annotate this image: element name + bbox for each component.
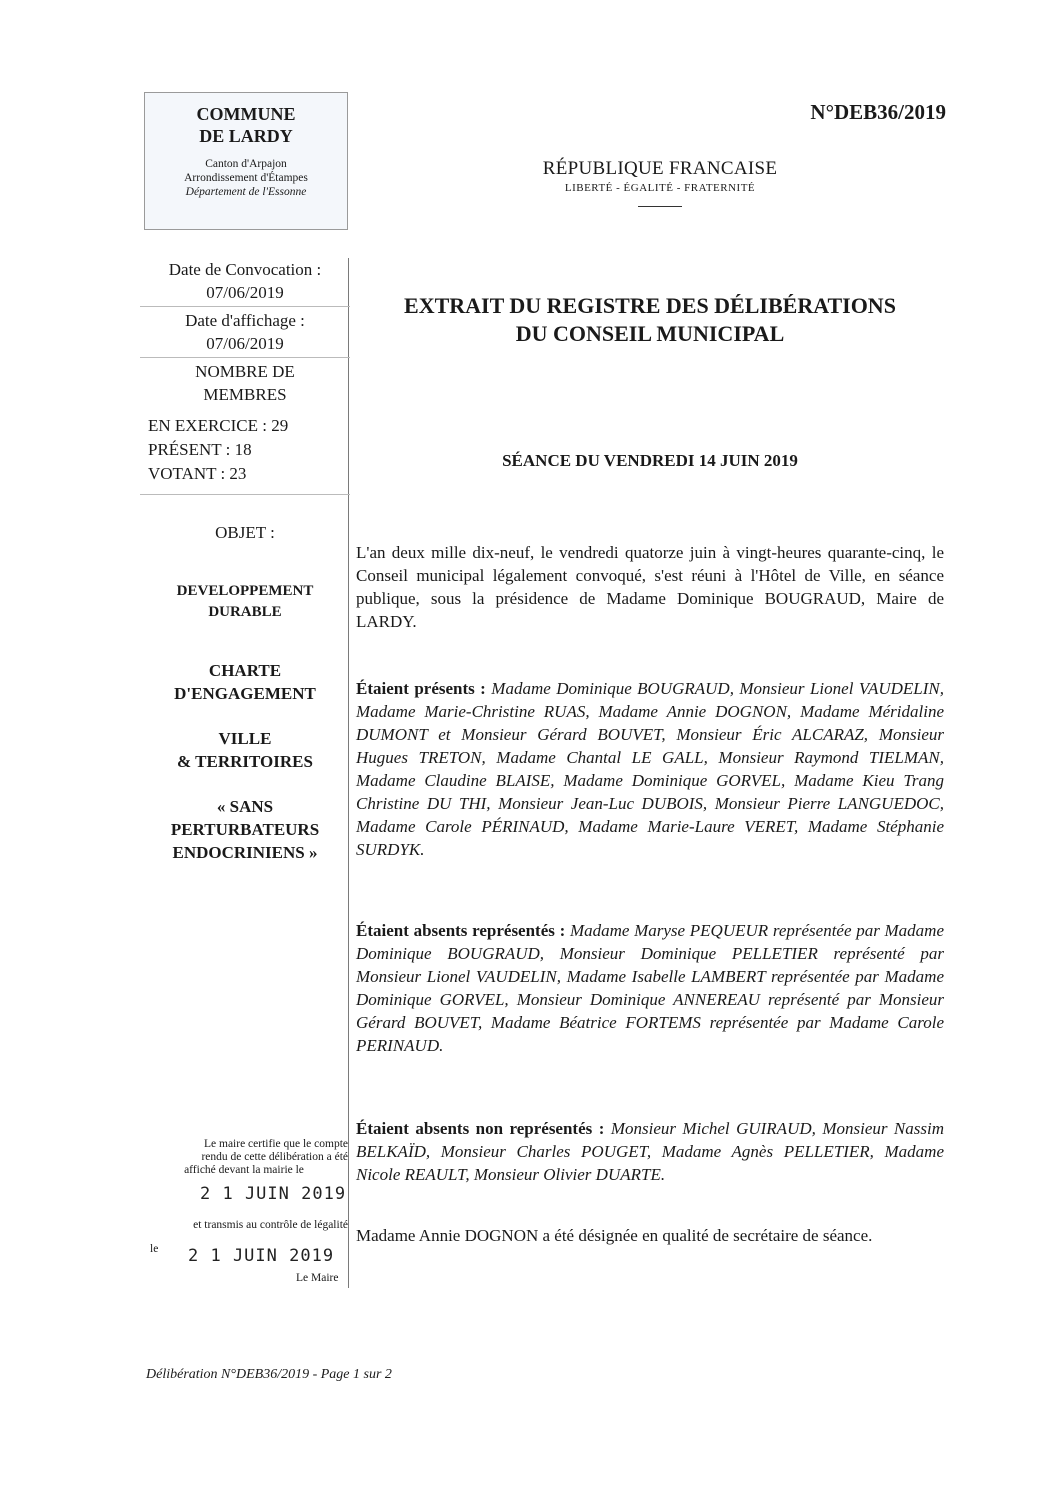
objet-ville	[140, 727, 350, 773]
seance-title: SÉANCE DU VENDREDI 14 JUIN 2019	[502, 451, 798, 470]
separator	[140, 494, 350, 495]
objet-label: OBJET :	[215, 523, 275, 542]
nombre-line2: MEMBRES	[203, 385, 287, 404]
objet-developpement	[140, 581, 350, 623]
title-line2: DU CONSEIL MUNICIPAL	[515, 321, 785, 346]
objet-sans-perturbateurs	[140, 795, 350, 864]
certification-text	[140, 1138, 348, 1177]
republic-title: RÉPUBLIQUE FRANCAISE	[542, 158, 778, 179]
presents-paragraph	[356, 677, 944, 861]
objet-4c: ENDOCRINIENS »	[172, 843, 318, 862]
absents-not-represented-paragraph	[356, 1117, 944, 1186]
commune-box	[144, 92, 348, 230]
objet-3a: VILLE	[218, 729, 272, 748]
deliberation-number: N°DEB36/2019	[810, 100, 946, 124]
commune-name	[145, 103, 347, 147]
presents-lead: Étaient présents :	[356, 679, 486, 698]
objet-charte	[140, 659, 350, 705]
commune-subtitle	[145, 157, 347, 199]
commune-line1: COMMUNE	[196, 104, 296, 124]
separator	[140, 306, 350, 307]
cert-line3: affiché devant la mairie le	[184, 1164, 304, 1176]
affichage-block	[140, 309, 350, 355]
le-label: le	[150, 1243, 159, 1255]
convocation-block	[140, 258, 350, 304]
republic-divider	[638, 206, 682, 207]
absents-nonrep-lead: Étaient absents non représentés :	[356, 1119, 605, 1138]
objet-4b: PERTURBATEURS	[170, 820, 320, 839]
convocation-label: Date de Convocation :	[168, 260, 322, 279]
nombre-line1: NOMBRE DE	[195, 362, 295, 381]
objet-3b: & TERRITOIRES	[177, 752, 313, 771]
objet-4a: « SANS	[216, 797, 274, 816]
objet-2a: CHARTE	[208, 661, 282, 680]
canton: Canton d'Arpajon	[205, 158, 287, 170]
arrondissement: Arrondissement d'Étampes	[184, 172, 308, 184]
date-stamp-affichage: 2 1 JUIN 2019	[200, 1184, 347, 1204]
republic-header	[460, 158, 860, 207]
document-title	[360, 292, 940, 348]
objet-2b: D'ENGAGEMENT	[174, 684, 316, 703]
absents-rep-lead: Étaient absents représentés :	[356, 921, 566, 940]
date-stamp-transmission: 2 1 JUIN 2019	[188, 1246, 335, 1266]
objet-1b: DURABLE	[208, 604, 282, 620]
en-exercice: EN EXERCICE : 29	[148, 416, 289, 435]
absents-rep-names: Madame Maryse PEQUEUR représentée par Madame Dominique BOUGRAUD, Monsieur Dominique PELLETIER représenté par Monsieur Lionel VAUDELIN, Madame Isabelle LAMBERT représentée par Madame Dominique GORVEL, Monsieur Dominique ANNEREAU représenté par Monsieur Gérard BOUVET, Madame Béatrice FORTEMS représentée par Madame Carole PERINAUD.	[356, 921, 944, 1055]
cert-line2: rendu de cette délibération a été	[201, 1151, 348, 1163]
transmis-text: et transmis au contrôle de légalité	[193, 1219, 348, 1231]
convocation-date: 07/06/2019	[206, 283, 284, 302]
votant-count: VOTANT : 23	[148, 464, 247, 483]
nombre-membres-block	[140, 360, 350, 406]
commune-line2: DE LARDY	[199, 126, 293, 146]
intro-paragraph: L'an deux mille dix-neuf, le vendredi quatorze juin à vingt-heures quarante-cinq, le Conseil municipal légalement convoqué, s'est réuni à l'Hôtel de Ville, en séance publique, sous la présidence de Madame Dominique BOUGRAUD, Maire de LARDY.	[356, 543, 944, 631]
cert-line1: Le maire certifie que le compte	[204, 1138, 348, 1150]
separator	[140, 357, 350, 358]
present-count: PRÉSENT : 18	[148, 440, 252, 459]
republic-motto: LIBERTÉ - ÉGALITÉ - FRATERNITÉ	[564, 182, 756, 194]
affichage-date: 07/06/2019	[206, 334, 284, 353]
absents-represented-paragraph	[356, 919, 944, 1057]
maire-label: Le Maire	[296, 1272, 339, 1284]
title-line1: EXTRAIT DU REGISTRE DES DÉLIBÉRATIONS	[404, 293, 896, 318]
affichage-label: Date d'affichage :	[185, 311, 305, 330]
departement: Département de l'Essonne	[185, 186, 307, 198]
objet-1a: DEVELOPPEMENT	[176, 583, 314, 599]
page-footer: Délibération N°DEB36/2019 - Page 1 sur 2	[146, 1367, 392, 1382]
secretaire-paragraph: Madame Annie DOGNON a été désignée en qualité de secrétaire de séance.	[356, 1226, 873, 1245]
membres-counts	[140, 414, 350, 486]
presents-names: Madame Dominique BOUGRAUD, Monsieur Lionel VAUDELIN, Madame Marie-Christine RUAS, Madame Annie DOGNON, Madame Méridaline DUMONT et Monsieur Gérard BOUVET, Monsieur Éric ALCARAZ, Monsieur Hugues TRETON, Madame Chantal LE GALL, Monsieur Raymond TIELMAN, Madame Claudine BLAISE, Madame Dominique GORVEL, Madame Kieu Trang Christine DU THI, Monsieur Jean-Luc DUBOIS, Monsieur Pierre LANGUEDOC, Madame Carole PÉRINAUD, Madame Marie-Laure VERET, Madame Stéphanie SURDYK.	[356, 679, 945, 859]
absents-nonrep-names: Monsieur Michel GUIRAUD, Monsieur Nassim BELKAÏD, Monsieur Charles POUGET, Madame Agnès PELLETIER, Madame Nicole REAULT, Monsieur Olivier DUARTE.	[356, 1119, 944, 1184]
